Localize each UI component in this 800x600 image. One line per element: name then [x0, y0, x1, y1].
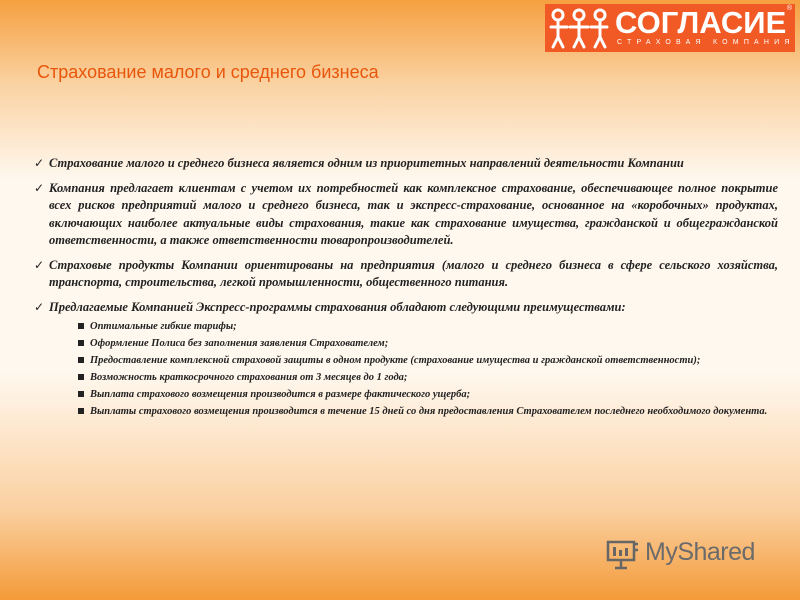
bullet-text: Страховые продукты Компании ориентированы на предприятия (малого и среднего бизнеса в сфере сельского хозяйства, транспорта, строительства, легкой промышленности, общественного питания.	[49, 257, 778, 289]
sub-list-item	[78, 319, 778, 334]
myshared-watermark[interactable]	[605, 534, 770, 574]
page-title: Страхование малого и среднего бизнеса	[37, 62, 379, 82]
bullet-item	[34, 155, 778, 173]
sub-list-item	[78, 353, 778, 368]
content-body	[34, 155, 778, 421]
sub-item-text: Оптимальные гибкие тарифы;	[90, 321, 237, 332]
bullet-item	[34, 299, 778, 317]
presentation-icon	[605, 538, 641, 570]
sub-item-text: Оформление Полиса без заполнения заявления Страхователем;	[90, 338, 389, 349]
bullet-item	[34, 257, 778, 292]
advantages-list	[34, 319, 778, 419]
bullet-item	[34, 180, 778, 250]
sub-list-item	[78, 336, 778, 351]
people-logo-icon	[549, 7, 609, 49]
square-bullet-icon	[78, 357, 84, 363]
sub-item-text: Предоставление комплексной страховой защиты в одном продукте (страхование имущества и гражданской ответственности);	[90, 355, 701, 366]
registered-mark: ®	[786, 5, 792, 12]
sub-list-item	[78, 404, 778, 419]
company-logo	[545, 4, 795, 52]
bullet-text: Компания предлагает клиентам с учетом их потребностей как комплексное страхование, обеспечивающее полное покрытие всех рисков предприятий малого и среднего бизнеса, так и экспресс-страхование, основанное на «коробочных» продуктах, включающих наиболее актуальные виды страхования, такие как страхование имущества, гражданской и общегражданской ответственности, а также ответственности товаропроизводителей.	[49, 180, 778, 247]
bullet-text: Страхование малого и среднего бизнеса является одним из приоритетных направлений деятельности Компании	[49, 156, 684, 170]
square-bullet-icon	[78, 408, 84, 414]
sub-item-text: Возможность краткосрочного страхования от 3 месяцев до 1 года;	[90, 372, 408, 383]
square-bullet-icon	[78, 340, 84, 346]
sub-item-text: Выплата страхового возмещения производится в размере фактического ущерба;	[90, 389, 471, 400]
checkmark-icon: ✓	[34, 156, 45, 170]
sub-list-item	[78, 370, 778, 385]
square-bullet-icon	[78, 391, 84, 397]
logo-subtitle: СТРАХОВАЯ КОМПАНИЯ	[617, 39, 795, 46]
logo-brand-text: СОГЛАСИЕ	[615, 5, 787, 40]
square-bullet-icon	[78, 374, 84, 380]
square-bullet-icon	[78, 323, 84, 329]
checkmark-icon: ✓	[34, 180, 45, 195]
watermark-text: MyShared	[645, 538, 755, 566]
sub-item-text: Выплаты страхового возмещения производится в течение 15 дней со дня предоставления Страхователем последнего необходимого документа.	[90, 406, 768, 417]
checkmark-icon: ✓	[34, 299, 45, 314]
sub-list-item	[78, 387, 778, 402]
checkmark-icon: ✓	[34, 257, 45, 272]
bullet-text: Предлагаемые Компанией Экспресс-программы страхования обладают следующими преимуществами:	[49, 299, 626, 314]
